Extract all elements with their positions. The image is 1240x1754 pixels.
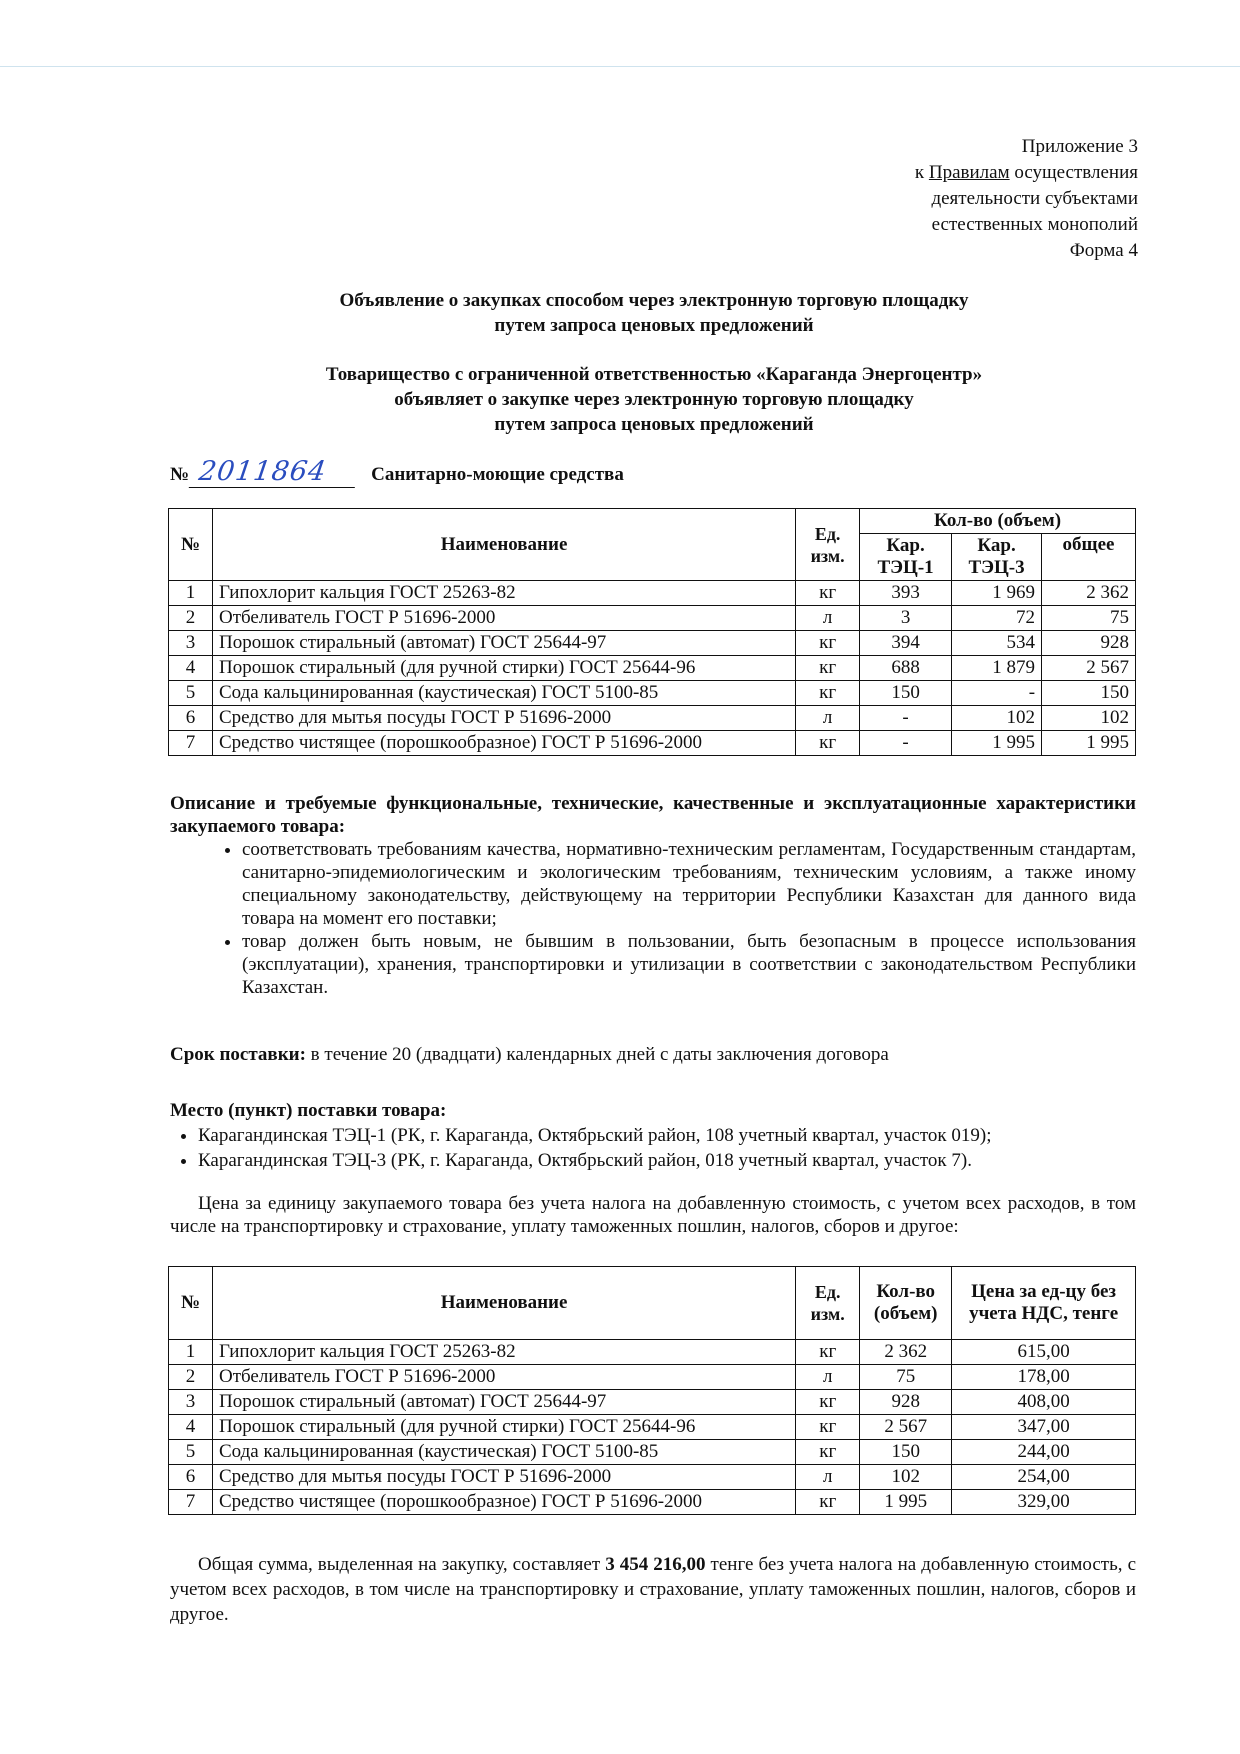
row-number: 6 bbox=[169, 706, 213, 731]
title-line-2: путем запроса ценовых предложений bbox=[494, 315, 814, 336]
item-name: Средство для мытья посуды ГОСТ Р 51696-2000 bbox=[212, 1465, 795, 1490]
item-name: Гипохлорит кальция ГОСТ 25263-82 bbox=[212, 1340, 795, 1365]
table-row bbox=[169, 581, 1136, 606]
qty-total: 2 567 bbox=[1042, 656, 1136, 681]
col-total-header: общее bbox=[1042, 534, 1136, 581]
qty-tec1: - bbox=[860, 706, 952, 731]
qty-tec3: 72 bbox=[952, 606, 1042, 631]
item-price: 178,00 bbox=[952, 1365, 1136, 1390]
delivery-term-text: в течение 20 (двадцати) календарных дней с даты заключения договора bbox=[305, 1044, 889, 1065]
qty-tec1: 150 bbox=[860, 681, 952, 706]
item-unit: кг bbox=[796, 656, 860, 681]
appendix-line-4: естественных монополий bbox=[931, 214, 1138, 235]
description-heading: Описание и требуемые функциональные, технические, качественные и эксплуатационные характеристики закупаемого товара: bbox=[170, 793, 1136, 837]
rules-link[interactable]: Правилам bbox=[928, 162, 1010, 183]
item-unit: кг bbox=[796, 1415, 860, 1440]
qty-total: 102 bbox=[1042, 706, 1136, 731]
delivery-term bbox=[170, 1044, 1136, 1066]
item-name: Порошок стиральный (автомат) ГОСТ 25644-97 bbox=[212, 631, 795, 656]
qty-tec3: 1 969 bbox=[952, 581, 1042, 606]
price-table bbox=[168, 1266, 1136, 1515]
col2-price-header: Цена за ед-цу без учета НДС, тенге bbox=[952, 1267, 1136, 1340]
item-unit: кг bbox=[796, 1340, 860, 1365]
qty-tec3: - bbox=[952, 681, 1042, 706]
appendix-line-3: деятельности субъектами bbox=[931, 188, 1138, 209]
item-unit: л bbox=[796, 606, 860, 631]
item-price: 254,00 bbox=[952, 1465, 1136, 1490]
row-number: 1 bbox=[169, 581, 213, 606]
delivery-place-1: • Карагандинская ТЭЦ-1 (РК, г. Караганда, Октябрьский район, 108 учетный квартал, участок 019); bbox=[198, 1123, 1136, 1148]
qty-tec3: 102 bbox=[952, 706, 1042, 731]
item-unit: кг bbox=[796, 1490, 860, 1515]
col-tec1-header: Кар. ТЭЦ-1 bbox=[860, 534, 952, 581]
table-row bbox=[169, 731, 1136, 756]
table-row bbox=[169, 681, 1136, 706]
qty-tec3: 1 995 bbox=[952, 731, 1042, 756]
item-unit: кг bbox=[796, 1440, 860, 1465]
table-row bbox=[169, 1390, 1136, 1415]
form-number: Форма 4 bbox=[1069, 240, 1138, 261]
item-name: Порошок стиральный (для ручной стирки) ГОСТ 25644-96 bbox=[212, 1415, 795, 1440]
description-section bbox=[170, 792, 1136, 999]
qty-tec1: 393 bbox=[860, 581, 952, 606]
qty-total: 150 bbox=[1042, 681, 1136, 706]
description-item-1: • соответствовать требованиям качества, нормативно-техническим регламентам, Государственным стандартам, санитарно-эпидемиологическим и экологическим требованиям, техническим условиям, а также иному специальному законодательству, действующему на территории Республики Казахстан для данного вида товара на момент его поставки; bbox=[242, 838, 1136, 930]
item-name: Сода кальцинированная (каустическая) ГОСТ 5100-85 bbox=[212, 681, 795, 706]
total-text bbox=[170, 1552, 1136, 1627]
delivery-place-section bbox=[170, 1098, 1136, 1173]
price-table-body bbox=[169, 1340, 1136, 1515]
quantity-table bbox=[168, 508, 1136, 756]
item-name: Средство чистящее (порошкообразное) ГОСТ Р 51696-2000 bbox=[212, 1490, 795, 1515]
row-number: 4 bbox=[169, 656, 213, 681]
table-row bbox=[169, 1465, 1136, 1490]
qty-tec1: 394 bbox=[860, 631, 952, 656]
row-number: 2 bbox=[169, 1365, 213, 1390]
qty-tec1: 688 bbox=[860, 656, 952, 681]
item-price: 329,00 bbox=[952, 1490, 1136, 1515]
delivery-place-2: • Карагандинская ТЭЦ-3 (РК, г. Караганда, Октябрьский район, 018 учетный квартал, участок 7). bbox=[198, 1148, 1136, 1173]
item-unit: кг bbox=[796, 581, 860, 606]
col2-num-header: № bbox=[169, 1267, 213, 1340]
table-row bbox=[169, 631, 1136, 656]
announcer-line-2: объявляет о закупке через электронную торговую площадку bbox=[394, 389, 914, 410]
announcer-line-1: Товарищество с ограниченной ответственностью «Караганда Энергоцентр» bbox=[325, 364, 983, 385]
table-row bbox=[169, 706, 1136, 731]
row-number: 3 bbox=[169, 631, 213, 656]
total-prefix: Общая сумма, выделенная на закупку, составляет bbox=[198, 1554, 606, 1575]
item-unit: кг bbox=[796, 681, 860, 706]
scan-top-line bbox=[0, 66, 1240, 67]
item-price: 615,00 bbox=[952, 1340, 1136, 1365]
handwritten-lot-number: 2011864 bbox=[189, 456, 359, 488]
total-amount: 3 454 216,00 bbox=[605, 1554, 706, 1575]
title-line-1: Объявление о закупках способом через электронную торговую площадку bbox=[339, 290, 969, 311]
item-unit: л bbox=[796, 1465, 860, 1490]
qty-total: 928 bbox=[1042, 631, 1136, 656]
quantity-table-body bbox=[169, 581, 1136, 756]
col-num-header: № bbox=[169, 509, 213, 581]
item-qty: 75 bbox=[860, 1365, 952, 1390]
item-qty: 2 567 bbox=[860, 1415, 952, 1440]
description-list bbox=[170, 838, 1136, 999]
row-number: 5 bbox=[169, 681, 213, 706]
qty-total: 75 bbox=[1042, 606, 1136, 631]
row-number: 5 bbox=[169, 1440, 213, 1465]
price-table-wrap bbox=[168, 1266, 1136, 1515]
table-row bbox=[169, 1490, 1136, 1515]
quantity-table-wrap bbox=[168, 508, 1136, 756]
item-name: Отбеливатель ГОСТ Р 51696-2000 bbox=[212, 606, 795, 631]
col2-name-header: Наименование bbox=[212, 1267, 795, 1340]
item-name: Сода кальцинированная (каустическая) ГОСТ 5100-85 bbox=[212, 1440, 795, 1465]
delivery-place-heading: Место (пункт) поставки товара: bbox=[170, 1100, 447, 1121]
lot-subject: Санитарно-моющие средства bbox=[371, 464, 624, 485]
total-suffix: тенге без учета налога на добавленную стоимость, с учетом всех расходов, в том числе на транспортировку и страхование, уплату таможенных пошлин, налогов, сборов и другое. bbox=[170, 1554, 1136, 1625]
item-unit: л bbox=[796, 1365, 860, 1390]
price-intro bbox=[170, 1192, 1136, 1238]
appendix-block bbox=[915, 134, 1138, 264]
item-unit: кг bbox=[796, 1390, 860, 1415]
table-row bbox=[169, 606, 1136, 631]
table-row bbox=[169, 1415, 1136, 1440]
item-qty: 150 bbox=[860, 1440, 952, 1465]
row-number: 3 bbox=[169, 1390, 213, 1415]
item-price: 408,00 bbox=[952, 1390, 1136, 1415]
table-row bbox=[169, 1340, 1136, 1365]
col-unit-header: Ед. изм. bbox=[796, 509, 860, 581]
description-item-2: • товар должен быть новым, не бывшим в пользовании, быть безопасным в процессе использования (эксплуатации), хранения, транспортировки и утилизации в соответствии с законодательством Республики Казахстан. bbox=[242, 930, 1136, 999]
item-name: Средство для мытья посуды ГОСТ Р 51696-2000 bbox=[212, 706, 795, 731]
col-qty-group-header: Кол-во (объем) bbox=[860, 509, 1136, 534]
item-qty: 1 995 bbox=[860, 1490, 952, 1515]
qty-tec1: - bbox=[860, 731, 952, 756]
row-number: 2 bbox=[169, 606, 213, 631]
col-name-header: Наименование bbox=[212, 509, 795, 581]
item-qty: 2 362 bbox=[860, 1340, 952, 1365]
col2-qty-header: Кол-во (объем) bbox=[860, 1267, 952, 1340]
qty-tec3: 534 bbox=[952, 631, 1042, 656]
item-name: Гипохлорит кальция ГОСТ 25263-82 bbox=[212, 581, 795, 606]
row-number: 6 bbox=[169, 1465, 213, 1490]
row-number: 7 bbox=[169, 731, 213, 756]
table-row bbox=[169, 656, 1136, 681]
appendix-line-2 bbox=[915, 160, 1138, 186]
col2-unit-header: Ед. изм. bbox=[796, 1267, 860, 1340]
item-price: 244,00 bbox=[952, 1440, 1136, 1465]
announcer-block bbox=[170, 362, 1138, 437]
row-number: 1 bbox=[169, 1340, 213, 1365]
appendix-suffix: осуществления bbox=[1009, 162, 1138, 183]
col-tec3-header: Кар. ТЭЦ-3 bbox=[952, 534, 1042, 581]
table-row bbox=[169, 1365, 1136, 1390]
item-name: Порошок стиральный (автомат) ГОСТ 25644-97 bbox=[212, 1390, 795, 1415]
delivery-term-label: Срок поставки: bbox=[170, 1044, 306, 1065]
item-name: Порошок стиральный (для ручной стирки) ГОСТ 25644-96 bbox=[212, 656, 795, 681]
appendix-line-1: Приложение 3 bbox=[1021, 136, 1138, 157]
announcer-line-3: путем запроса ценовых предложений bbox=[494, 414, 814, 435]
row-number: 4 bbox=[169, 1415, 213, 1440]
appendix-prefix: к bbox=[914, 162, 929, 183]
delivery-place-list bbox=[170, 1123, 1136, 1173]
document-title bbox=[170, 288, 1138, 338]
lot-line bbox=[170, 456, 624, 488]
price-intro-text: Цена за единицу закупаемого товара без учета налога на добавленную стоимость, с учетом всех расходов, в том числе на транспортировку и страхование, уплату таможенных пошлин, налогов, сборов и другое: bbox=[170, 1193, 1136, 1237]
row-number: 7 bbox=[169, 1490, 213, 1515]
qty-tec1: 3 bbox=[860, 606, 952, 631]
item-name: Отбеливатель ГОСТ Р 51696-2000 bbox=[212, 1365, 795, 1390]
item-unit: кг bbox=[796, 731, 860, 756]
item-qty: 928 bbox=[860, 1390, 952, 1415]
item-unit: л bbox=[796, 706, 860, 731]
qty-tec3: 1 879 bbox=[952, 656, 1042, 681]
item-unit: кг bbox=[796, 631, 860, 656]
qty-total: 1 995 bbox=[1042, 731, 1136, 756]
qty-total: 2 362 bbox=[1042, 581, 1136, 606]
item-name: Средство чистящее (порошкообразное) ГОСТ Р 51696-2000 bbox=[212, 731, 795, 756]
total-section bbox=[170, 1552, 1136, 1627]
item-price: 347,00 bbox=[952, 1415, 1136, 1440]
number-sign: № bbox=[170, 464, 190, 485]
table-row bbox=[169, 1440, 1136, 1465]
item-qty: 102 bbox=[860, 1465, 952, 1490]
